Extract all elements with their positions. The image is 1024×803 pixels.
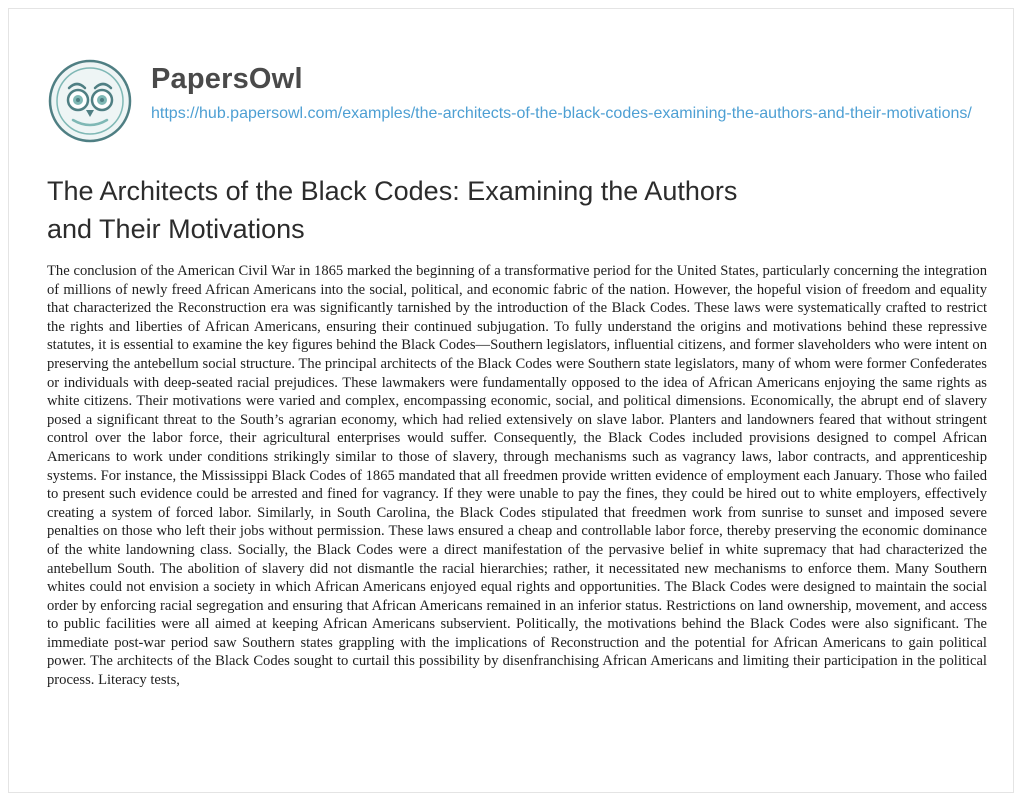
owl-logo-icon bbox=[47, 58, 133, 144]
source-url-link[interactable]: https://hub.papersowl.com/examples/the-architects-of-the-black-codes-examining-the-authors-and-their-motivations/ bbox=[151, 105, 972, 122]
article-title: The Architects of the Black Codes: Examining the Authors and Their Motivations bbox=[47, 176, 738, 244]
header bbox=[47, 58, 972, 144]
brand-block bbox=[151, 58, 972, 126]
article-body: The conclusion of the American Civil War in 1865 marked the beginning of a transformative period for the United States, particularly concerning the integration of millions of newly freed African Americans into the social, political, and economic fabric of the nation. However, the hopeful vision of freedom and equality that characterized the Reconstruction era was significantly tarnished by the introduction of the Black Codes. These laws were systematically crafted to restrict the rights and liberties of African Americans, ensuring their continued subjugation. To fully understand the origins and motivations behind these repressive statutes, it is essential to examine the key figures behind the Black Codes—Southern legislators, influential citizens, and former slaveholders who were intent on preserving the antebellum social structure. The principal architects of the Black Codes were Southern state legislators, many of whom were former Confederates or individuals with deep-seated racial prejudices. These lawmakers were fundamentally opposed to the idea of African Americans enjoying the same rights as white citizens. Their motivations were varied and complex, encompassing economic, social, and political dimensions. Economically, the abrupt end of slavery posed a significant threat to the South’s agrarian economy, which had relied extensively on slave labor. Planters and landowners feared that without stringent control over the labor force, their agricultural enterprises would suffer. Consequently, the Black Codes included provisions designed to compel African Americans to work under conditions strikingly similar to those of slavery, through mechanisms such as vagrancy laws, labor contracts, and apprenticeship systems. For instance, the Mississippi Black Codes of 1865 mandated that all freedmen provide written evidence of employment each January. Those who failed to present such evidence could be arrested and fined for vagrancy. If they were unable to pay the fines, they could be hired out to white employers, effectively creating a system of forced labor. Similarly, in South Carolina, the Black Codes stipulated that freedmen work from sunrise to sunset and imposed severe penalties on those who left their jobs without permission. These laws ensured a cheap and controllable labor force, thereby preserving the economic dominance of the white landowning class. Socially, the Black Codes were a direct manifestation of the pervasive belief in white supremacy that had characterized the antebellum South. The abolition of slavery did not dismantle the racial hierarchies; rather, it necessitated new mechanisms to enforce them. Many Southern whites could not envision a society in which African Americans enjoyed equal rights and opportunities. The Black Codes were designed to maintain the social order by enforcing racial segregation and ensuring that African Americans remained in an inferior status. Restrictions on land ownership, movement, and access to public facilities were all aimed at keeping African Americans subservient. Politically, the motivations behind the Black Codes were also significant. The immediate post-war period saw Southern states grappling with the implications of Reconstruction and the potential for African Americans to gain political power. The architects of the Black Codes sought to curtail this possibility by disenfranchising African Americans and limiting their participation in the political process. Literacy tests, bbox=[47, 263, 987, 689]
brand-name: PapersOwl bbox=[151, 63, 303, 95]
